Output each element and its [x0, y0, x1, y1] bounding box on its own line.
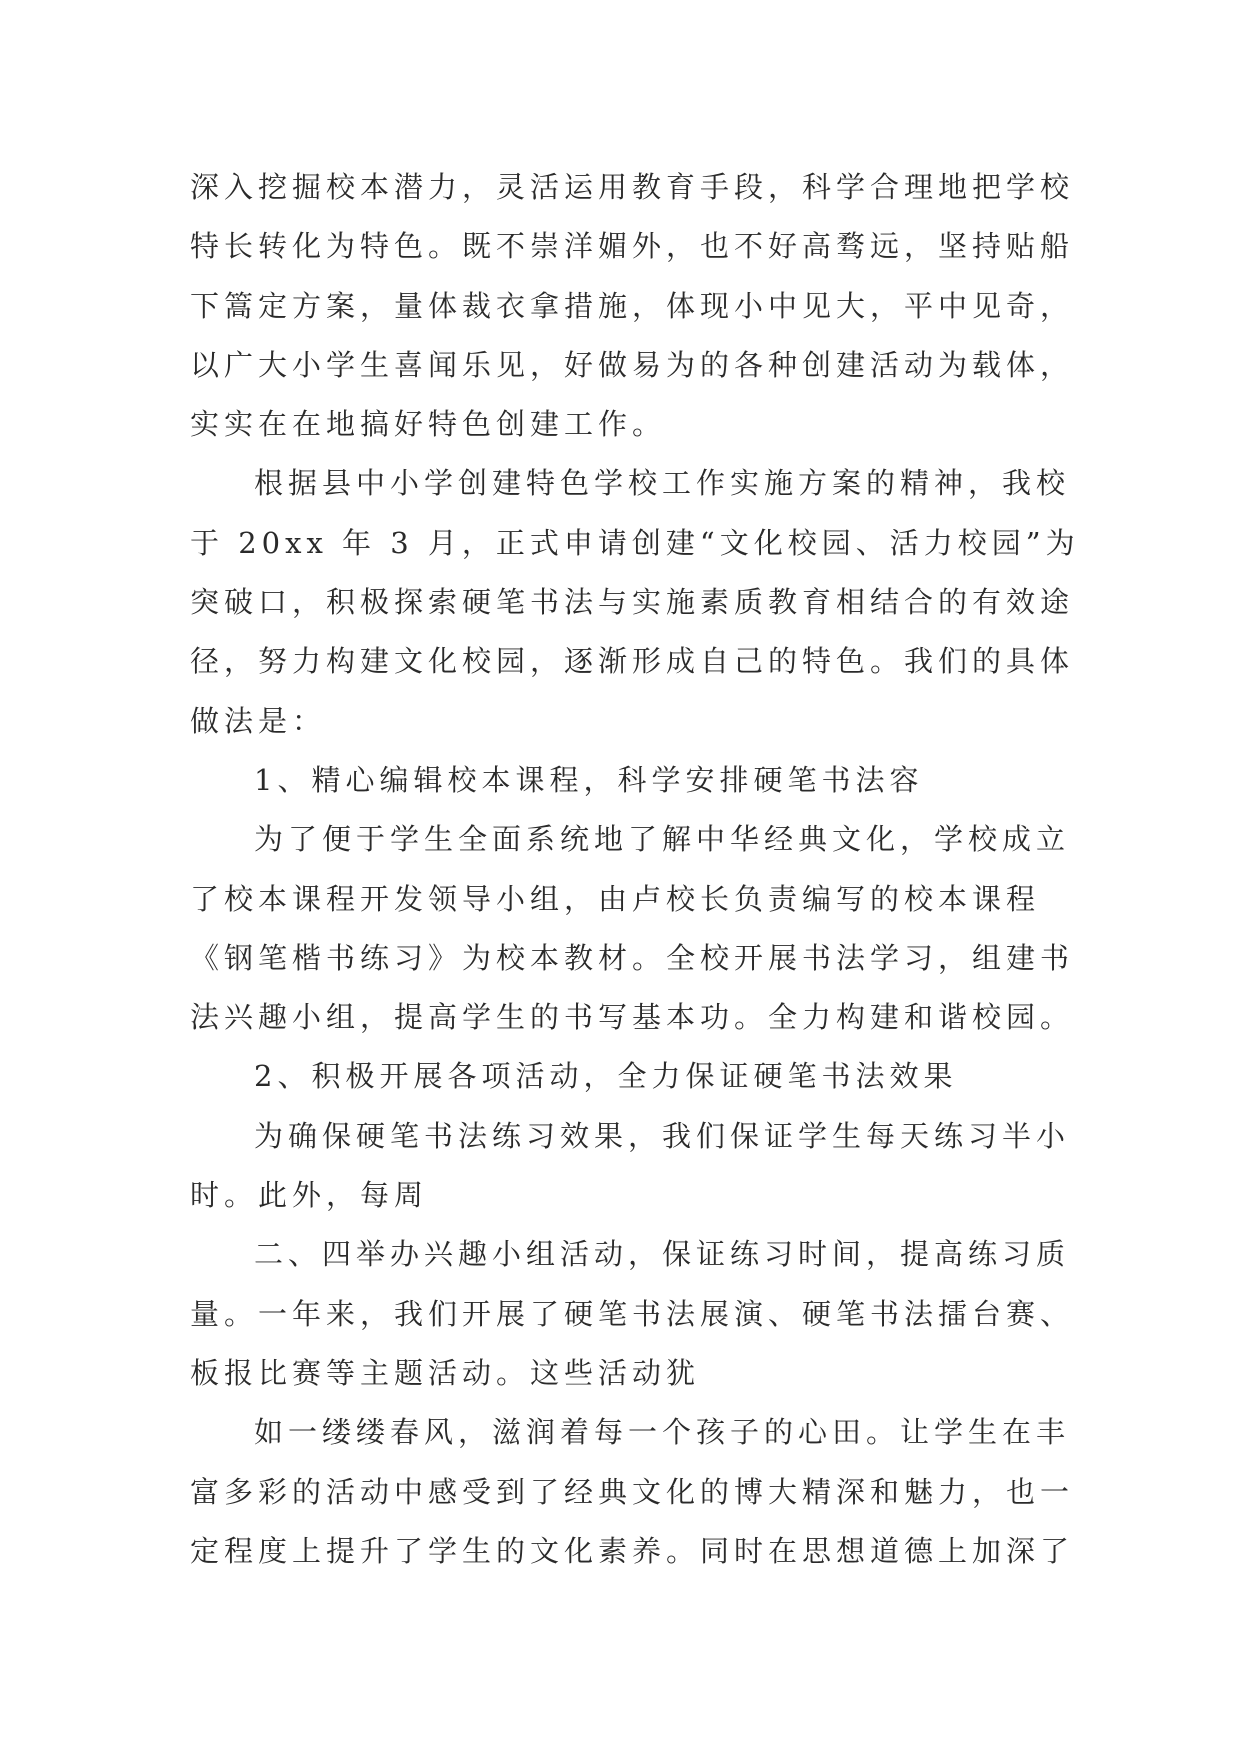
text-line: 定程度上提升了学生的文化素养。同时在思想道德上加深了	[190, 1533, 1075, 1568]
text-line: 特长转化为特色。既不崇洋媚外，也不好高骛远，坚持贴船	[190, 229, 1075, 264]
paragraph-start-line: 为确保硬笔书法练习效果，我们保证学生每天练习半小	[254, 1118, 1071, 1153]
section-heading-1: 1、精心编辑校本课程，科学安排硬笔书法容	[254, 762, 924, 797]
paragraph-start-line: 如一缕缕春风，滋润着每一个孩子的心田。让学生在丰	[254, 1415, 1071, 1450]
text-line: 突破口，积极探索硬笔书法与实施素质教育相结合的有效途	[190, 585, 1075, 620]
text-line: 法兴趣小组，提高学生的书写基本功。全力构建和谐校园。	[190, 1000, 1075, 1035]
document-body	[190, 158, 1080, 1581]
text-line: 于 20xx 年 3 月，正式申请创建“文化校园、活力校园”为	[190, 525, 1080, 560]
text-line: 板报比赛等主题活动。这些活动犹	[190, 1355, 701, 1390]
section-heading-2: 2、积极开展各项活动，全力保证硬笔书法效果	[254, 1059, 958, 1094]
paragraph-start-line: 为了便于学生全面系统地了解中华经典文化，学校成立	[254, 822, 1071, 857]
paragraph-start-line: 二、四举办兴趣小组活动，保证练习时间，提高练习质	[254, 1237, 1071, 1272]
text-line: 做法是：	[190, 703, 327, 738]
text-line: 时。此外，每周	[190, 1178, 429, 1213]
text-line: 下篙定方案，量体裁衣拿措施，体现小中见大，平中见奇，	[190, 288, 1075, 323]
text-line: 量。一年来，我们开展了硬笔书法展演、硬笔书法擂台赛、	[190, 1296, 1075, 1331]
text-line: 以广大小学生喜闻乐见，好做易为的各种创建活动为载体，	[190, 347, 1075, 382]
text-line: 深入挖掘校本潜力，灵活运用教育手段，科学合理地把学校	[190, 170, 1075, 204]
paragraph-start-line: 根据县中小学创建特色学校工作实施方案的精神，我校	[254, 466, 1071, 501]
text-line: 富多彩的活动中感受到了经典文化的博大精深和魅力，也一	[190, 1474, 1075, 1509]
text-line: 了校本课程开发领导小组，由卢校长负责编写的校本课程	[190, 881, 1041, 916]
text-line: 实实在在地搞好特色创建工作。	[190, 407, 667, 442]
text-line: 径，努力构建文化校园，逐渐形成自己的特色。我们的具体	[190, 644, 1075, 679]
text-line: 《钢笔楷书练习》为校本教材。全校开展书法学习，组建书	[190, 940, 1075, 975]
